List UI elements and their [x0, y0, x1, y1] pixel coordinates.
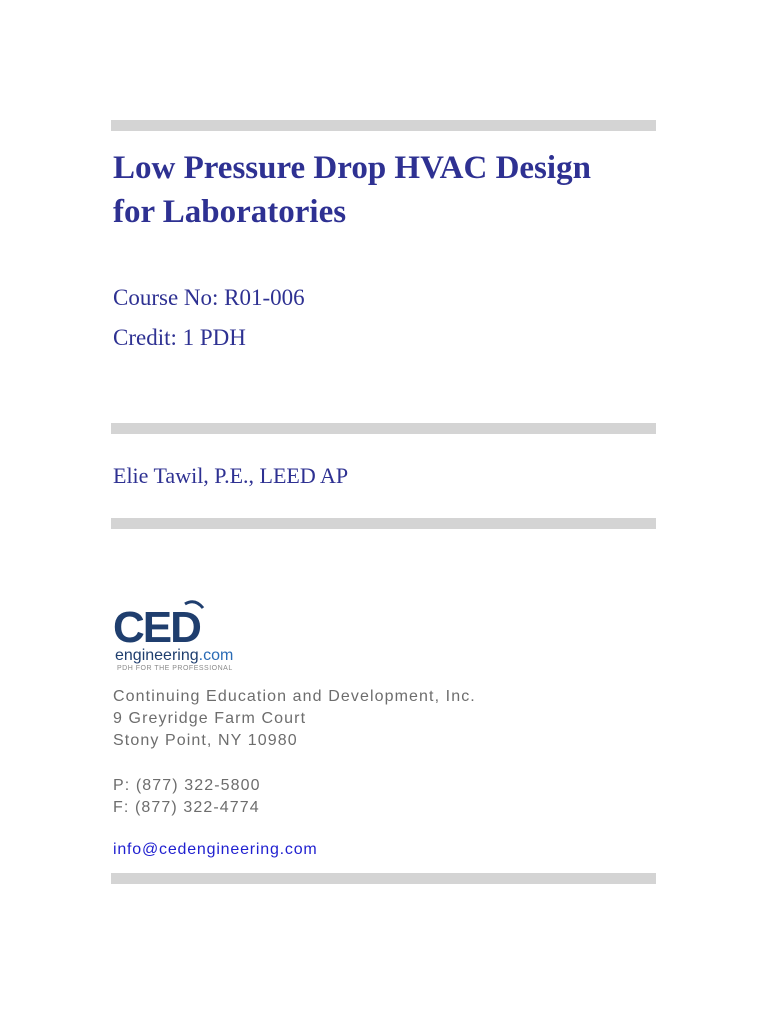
title-line-2: for Laboratories: [113, 194, 347, 230]
logo-tagline: PDH FOR THE PROFESSIONAL: [117, 665, 233, 672]
author-name: Elie Tawil, P.E., LEED AP: [113, 463, 349, 488]
ced-engineering-logo: [113, 600, 273, 672]
email-link[interactable]: info@cedengineering.com: [113, 841, 318, 858]
course-number: Course No: R01-006: [113, 285, 305, 310]
logo-graphic: [113, 600, 273, 672]
divider-top: [111, 120, 656, 131]
company-name: Continuing Education and Development, Inc.: [113, 688, 476, 705]
phone-numbers: [113, 775, 261, 819]
mailing-address: [113, 686, 476, 752]
title-line-1: Low Pressure Drop HVAC Design: [113, 150, 591, 186]
street-address: 9 Greyridge Farm Court: [113, 710, 307, 727]
fax-number: F: (877) 322-4774: [113, 799, 260, 816]
credit-hours: Credit: 1 PDH: [113, 325, 246, 350]
logo-domain: engineering.com: [115, 647, 234, 664]
phone-number: P: (877) 322-5800: [113, 777, 261, 794]
logo-mark: CED: [113, 603, 200, 652]
divider-middle: [111, 423, 656, 434]
document-title: [113, 146, 673, 234]
city-state-zip: Stony Point, NY 10980: [113, 732, 298, 749]
divider-lower: [111, 518, 656, 529]
divider-bottom: [111, 873, 656, 884]
